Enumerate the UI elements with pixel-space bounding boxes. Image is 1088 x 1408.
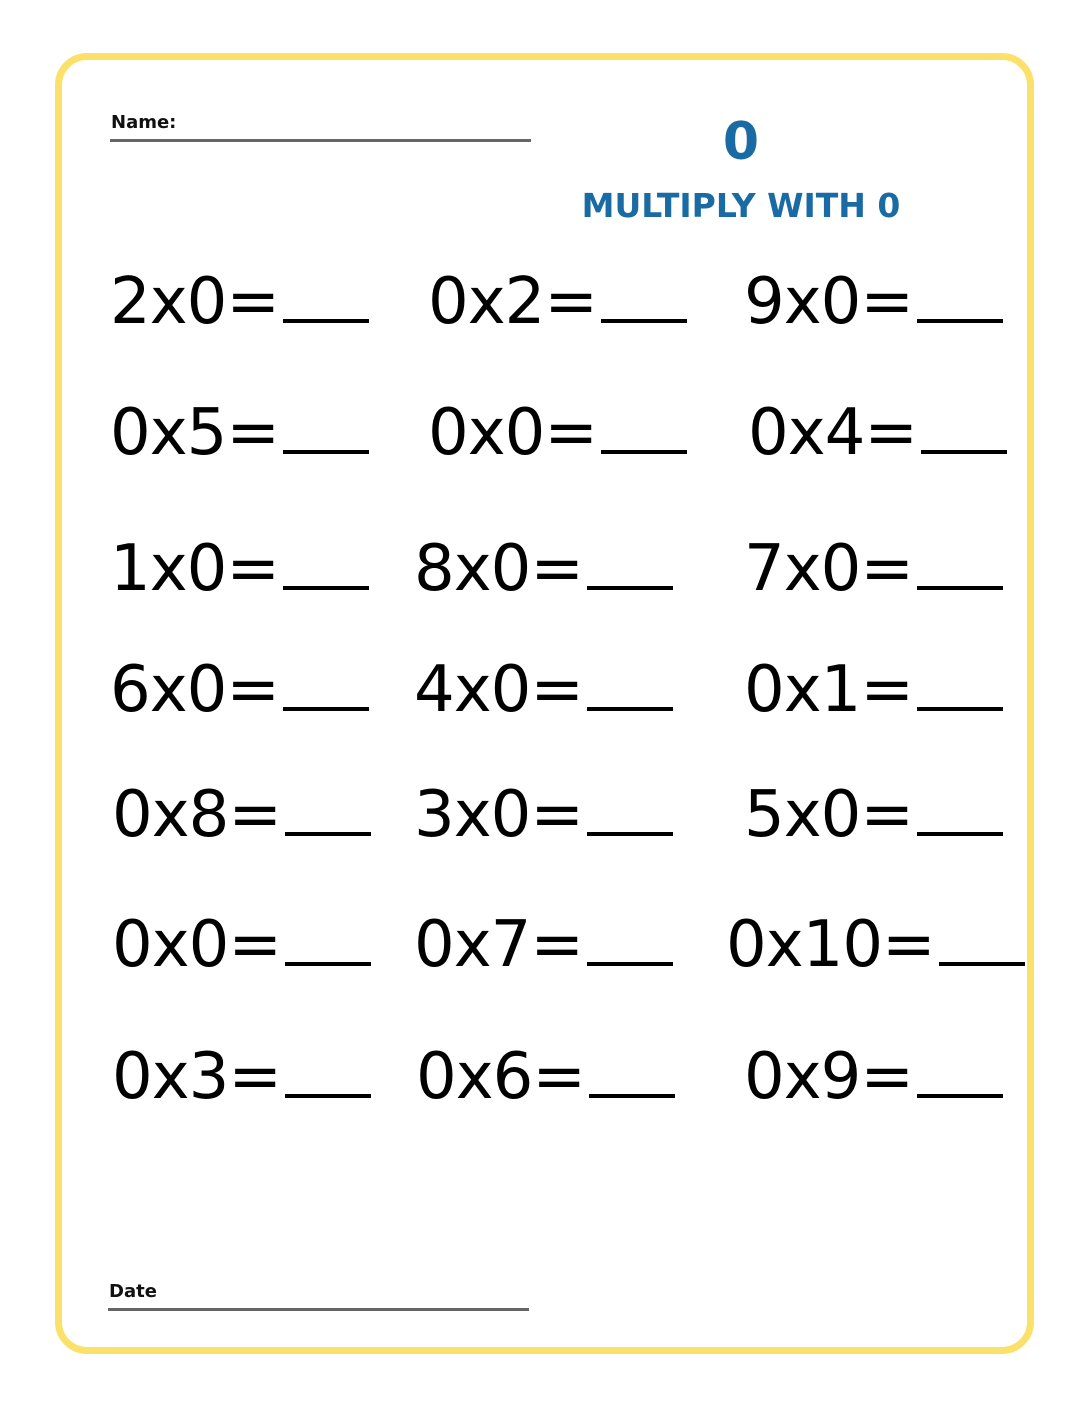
problem-expression: 1x0= — [110, 532, 279, 606]
problem-5 — [428, 393, 687, 473]
problem-expression: 0x1= — [744, 653, 913, 727]
problem-13 — [112, 775, 371, 855]
problem-expression: 5x0= — [744, 778, 913, 852]
problem-expression: 0x3= — [112, 1040, 281, 1114]
problem-9 — [744, 529, 1003, 609]
answer-blank — [283, 394, 369, 454]
name-line — [110, 139, 531, 142]
problem-expression: 7x0= — [744, 532, 913, 606]
problem-20 — [416, 1037, 675, 1117]
answer-blank — [601, 394, 687, 454]
problem-12 — [744, 650, 1003, 730]
answer-blank — [917, 1038, 1003, 1098]
answer-blank — [917, 263, 1003, 323]
answer-blank — [587, 651, 673, 711]
problem-expression: 3x0= — [414, 778, 583, 852]
answer-blank — [917, 651, 1003, 711]
problem-10 — [110, 650, 369, 730]
answer-blank — [283, 651, 369, 711]
problem-14 — [414, 775, 673, 855]
answer-blank — [587, 530, 673, 590]
problem-expression: 8x0= — [414, 532, 583, 606]
problem-expression: 0x4= — [748, 396, 917, 470]
answer-blank — [283, 530, 369, 590]
problem-2 — [428, 262, 687, 342]
answer-blank — [921, 394, 1007, 454]
answer-blank — [283, 263, 369, 323]
problem-expression: 9x0= — [744, 265, 913, 339]
problem-expression: 0x2= — [428, 265, 597, 339]
problem-1 — [110, 262, 369, 342]
problem-expression: 0x0= — [112, 908, 281, 982]
heading-title: MULTIPLY WITH 0 — [581, 186, 901, 225]
answer-blank — [589, 1038, 675, 1098]
problem-8 — [414, 529, 673, 609]
problem-4 — [110, 393, 369, 473]
problem-21 — [744, 1037, 1003, 1117]
date-line — [108, 1308, 529, 1311]
heading-number: 0 — [722, 112, 760, 172]
problem-expression: 0x6= — [416, 1040, 585, 1114]
problem-3 — [744, 262, 1003, 342]
problem-7 — [110, 529, 369, 609]
problem-15 — [744, 775, 1003, 855]
problem-19 — [112, 1037, 371, 1117]
answer-blank — [285, 776, 371, 836]
problem-17 — [414, 905, 673, 985]
answer-blank — [285, 906, 371, 966]
answer-blank — [587, 776, 673, 836]
problem-expression: 2x0= — [110, 265, 279, 339]
answer-blank — [917, 776, 1003, 836]
answer-blank — [285, 1038, 371, 1098]
problem-expression: 0x8= — [112, 778, 281, 852]
problem-11 — [414, 650, 673, 730]
problem-expression: 4x0= — [414, 653, 583, 727]
problem-expression: 0x0= — [428, 396, 597, 470]
problem-18 — [726, 905, 1025, 985]
problem-16 — [112, 905, 371, 985]
problem-expression: 0x10= — [726, 908, 935, 982]
answer-blank — [917, 530, 1003, 590]
problem-expression: 0x7= — [414, 908, 583, 982]
answer-blank — [587, 906, 673, 966]
problem-expression: 0x9= — [744, 1040, 913, 1114]
name-label: Name: — [111, 112, 177, 133]
problem-expression: 6x0= — [110, 653, 279, 727]
problem-expression: 0x5= — [110, 396, 279, 470]
answer-blank — [601, 263, 687, 323]
date-label: Date — [109, 1281, 157, 1302]
answer-blank — [939, 906, 1025, 966]
problem-6 — [748, 393, 1007, 473]
